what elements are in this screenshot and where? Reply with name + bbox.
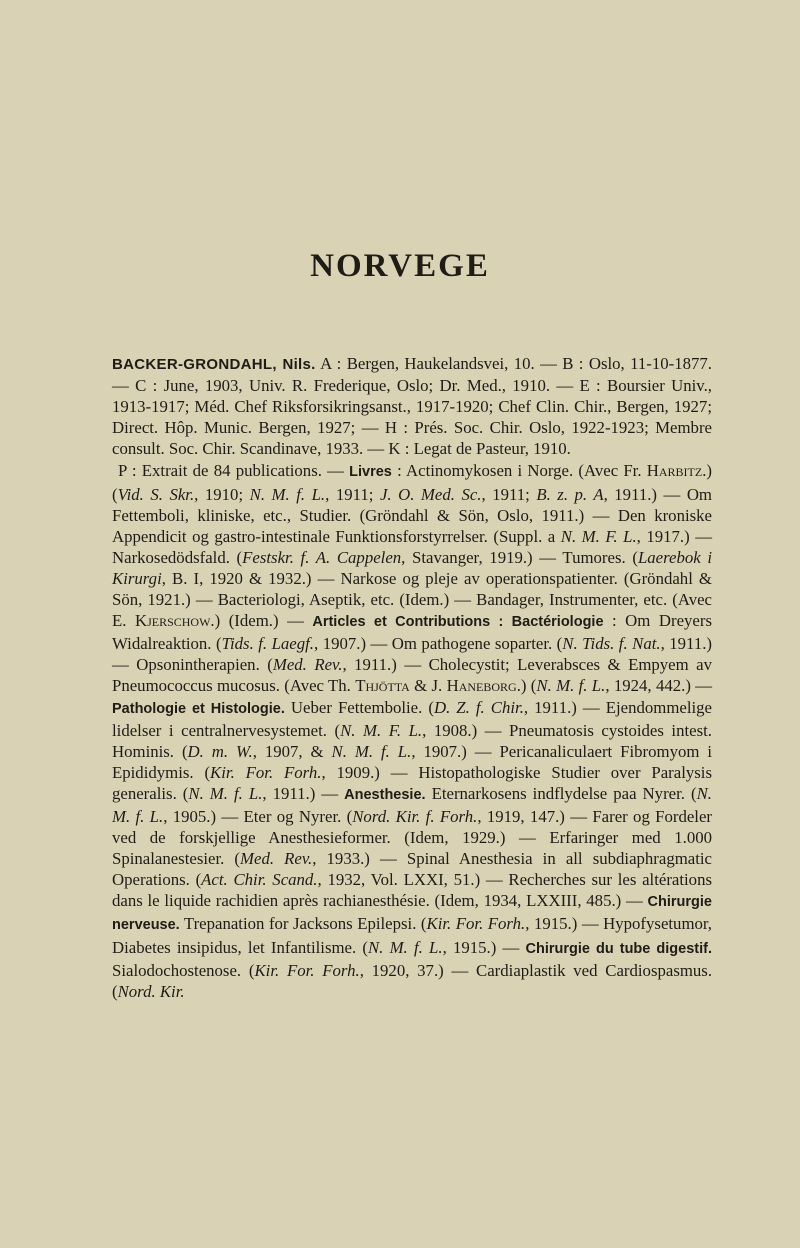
journal-title: J. O. Med. Sc. [379,484,482,504]
journal-title: Laerebok i Kirurgi [112,547,713,588]
text-segment: Eternarkosens indflydelse paa Nyrer. ( [425,783,697,803]
text-segment: , 1905.) — Eter og Nyrer. ( [163,806,353,826]
text-segment: , 1907.) — Pericanaliculaert Fibromyom i Epididymis. ( [112,741,713,782]
text-segment: , 1911.) — Om Fettemboli, kliniske, etc., Studier. (Gröndahl & Sön, Oslo, 1911.) — Den kroniske Appendicit og gastro-intestinale Funktionsforstyrrelser. (Suppl. a [112,484,712,546]
text-segment: , 1907, & [252,741,332,761]
text-segment: , 1915.) — Hypofysetumor, Diabetes insipidus, let Infantilisme. ( [112,914,712,957]
text-segment: , 1933.) — Spinal Anesthesia in all subdiaphragmatic Operations. ( [112,849,712,890]
coauthor-name: Haneborg [446,676,517,696]
text-segment: .) ( [516,676,537,696]
journal-title: N. Tids. f. Nat. [562,634,661,654]
journal-title: N. M. F. L. [560,526,637,546]
text-segment: : Om Dreyers Widalreaktion. ( [112,611,712,654]
journal-title: D. Z. f. Chir. [433,697,524,717]
section-heading: Livres [349,464,392,481]
text-segment: , 1932, Vol. LXXI, 51.) — Recherches sur les altérations dans le liquide rachidien après rachianesthésie. (Idem, 1934, LXXIII, 485.) — [112,870,712,911]
journal-title: N. M. f. L. [188,783,263,803]
journal-title: Kir. For. Forh. [426,914,526,934]
journal-title: Act. Chir. Scand. [201,870,318,890]
journal-title: Med. Rev. [240,849,313,869]
text-segment: .) (Idem.) — [210,611,313,631]
journal-title: N. M. f. L. [536,676,606,696]
journal-title: Nord. Kir. f. Forh. [352,806,478,826]
text-segment: .) ( [112,461,712,504]
coauthor-name: Kjerschow [134,611,211,631]
text-segment: , 1917.) — Narkosedödsfald. ( [112,526,712,567]
text-segment: , 1907.) — Om pathogene soparter. ( [314,634,563,654]
coauthor-name: Harbitz [646,461,703,481]
journal-title: Kir. For. Forh. [210,762,322,782]
text-segment: , 1908.) — Pneumatosis cystoides intest. Hominis. ( [112,720,712,761]
journal-title: N. M. f. L. [112,783,712,826]
journal-title: Vid. S. Skr. [117,484,195,504]
text-segment: , 1911.) — [262,783,345,803]
section-heading: Chirurgie nerveuse. [112,894,712,934]
journal-title: Med. Rev. [272,655,343,675]
page-title: NORVEGE [310,248,490,284]
text-segment: Ueber Fettembolie. ( [284,697,434,717]
text-segment: , 1910; [194,484,250,504]
text-segment: , B. I, 1920 & 1932.) — Narkose og pleje av operationspatienter. (Gröndahl & Sön, 1921.) — Bacteriologi, Aseptik, etc. (Idem.) — Bandager, Instrumenter, etc. (Avec E. [112,568,712,631]
text-segment: P : Extrait de 84 publications. — [118,461,350,481]
coauthor-name: Thjötta [355,676,410,696]
journal-title: N. M. f. L. [367,937,443,957]
text-segment: , 1911; [325,484,380,504]
journal-title: N. M. f. L. [331,741,412,761]
section-heading: Articles et Contributions : Bactériologie [312,614,604,631]
journal-title: N. M. F. L. [340,720,423,740]
journal-title: B. z. p. A [536,484,604,504]
text-segment: : Actinomykosen i Norge. (Avec Fr. [391,461,647,481]
journal-title: N. M. f. L. [249,484,326,504]
section-heading: Pathologie et Histologie. [112,700,285,717]
person-name: BACKER-GRONDAHL, Nils. [112,356,316,373]
journal-title: Festskr. f. A. Cappelen [242,547,402,567]
text-segment: , 1911.) — Opsonintherapien. ( [112,634,712,675]
section-heading: Chirurgie du tube digestif. [525,940,712,957]
text-segment: , 1911.) — Cholecystit; Leverabsces & Empyem av Pneumococcus mucosus. (Avec Th. [112,655,712,696]
text-segment: Sialodochostenose. ( [112,960,255,980]
publications-paragraph [112,460,712,1001]
journal-title: Kir. For. Forh. [254,960,360,980]
journal-title: Tids. f. Laegf. [221,634,315,654]
text-segment: , 1909.) — Histopathologiske Studier over Paralysis generalis. ( [112,762,712,803]
biography-entry [112,353,712,1002]
text-segment: , 1924, 442.) — [605,676,713,696]
text-segment: , 1911; [481,484,537,504]
biography-text: A : Bergen, Haukelandsvei, 10. — B : Oslo, 11-10-1877. — C : June, 1903, Univ. R. Frederique, Oslo; Dr. Med., 1910. — E : Boursier Univ., 1913-1917; Méd. Chef Riksforsikringsanst., 1917-1920; Chef Clin. Chir., Bergen, 1927; Direct. Hôp. Munic. Bergen, 1927; — H : Prés. Soc. Chir. Oslo, 1922-1923; Membre consult. Soc. Chir. Scandinave, 1933. — K : Legat de Pasteur, 1910. [112,354,712,459]
text-segment: , 1915.) — [442,937,526,957]
text-segment: , 1920, 37.) — Cardiaplastik ved Cardiospasmus. ( [112,960,713,1001]
biography-paragraph [112,353,712,459]
text-segment: , 1919, 147.) — Farer og Fordeler ved de forskjellige Anesthesieformer. (Idem, 1929.) — Erfaringer med 1.000 Spinalanestesier. ( [112,806,713,869]
section-heading: Anesthesie. [344,786,426,803]
journal-title: D. m. W. [187,741,253,761]
text-segment: & J. [409,676,447,696]
text-segment: Trepanation for Jacksons Epilepsi. ( [179,914,427,934]
journal-title: Nord. Kir. [117,981,185,1001]
text-segment: , 1911.) — Ejendommelige lidelser i centralnervesystemet. ( [112,697,712,740]
text-segment: , Stavanger, 1919.) — Tumores. ( [401,547,638,567]
